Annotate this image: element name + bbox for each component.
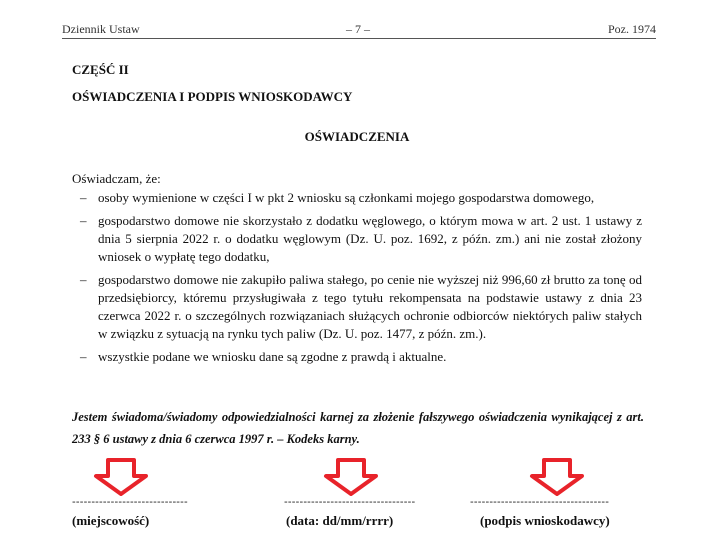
place-signature-line: ------------------------------ xyxy=(72,496,188,508)
list-item xyxy=(72,271,642,343)
statements-list xyxy=(72,189,642,371)
arrow-down-icon xyxy=(320,456,382,498)
header-divider xyxy=(62,38,656,39)
list-item xyxy=(72,212,642,266)
signature-label: (podpis wnioskodawcy) xyxy=(480,513,610,528)
dash-marker: – xyxy=(80,213,87,228)
list-item-text: gospodarstwo domowe nie zakupiło paliwa stałego, po cenie nie wyższej niż 996,60 zł brutto za tonę od przedsiębiorcy, któremu przysługiwała z tego tytułu rekompensata na podstawie ustawy z dnia 23 czerwca 2022 r. o szczególnych rozwiązaniach służących ochronie odbiorców niektórych paliw stałych w związku z sytuacją na rynku tych paliw (Dz. U. poz. 1477, z późn. zm.). xyxy=(98,272,642,341)
list-item xyxy=(72,348,642,366)
dash-marker: – xyxy=(80,349,87,364)
list-item xyxy=(72,189,642,207)
dash-marker: – xyxy=(80,272,87,287)
sign-signature-line: ------------------------------------ xyxy=(470,496,610,508)
statements-title: OŚWIADCZENIA xyxy=(304,129,410,144)
arrow-down-icon xyxy=(526,456,588,498)
page-header xyxy=(62,22,656,38)
date-label: (data: dd/mm/rrrr) xyxy=(286,513,394,528)
place-label: (miejscowość) xyxy=(72,513,150,528)
date-signature-line: ---------------------------------- xyxy=(284,496,416,508)
dash-marker: – xyxy=(80,190,87,205)
intro-text: Oświadczam, że: xyxy=(72,171,161,186)
section-title: OŚWIADCZENIA I PODPIS WNIOSKODAWCY xyxy=(72,89,353,104)
list-item-text: osoby wymienione w części I w pkt 2 wniosku są członkami mojego gospodarstwa domowego, xyxy=(98,190,595,205)
list-item-text: wszystkie podane we wniosku dane są zgodne z prawdą i aktualne. xyxy=(98,349,447,364)
part-title: CZĘŚĆ II xyxy=(72,62,129,77)
liability-statement: Jestem świadoma/świadomy odpowiedzialności karnej za złożenie fałszywego oświadczenia wynikającej z art. 233 § 6 ustawy z dnia 6 czerwca 1997 r. – Kodeks karny. xyxy=(72,410,644,446)
page-number: – 7 – xyxy=(346,22,370,36)
arrow-down-icon xyxy=(90,456,152,498)
list-item-text: gospodarstwo domowe nie skorzystało z dodatku węglowego, o którym mowa w art. 2 ust. 1 ustawy z dnia 5 sierpnia 2022 r. o dodatku węglowym (Dz. U. poz. 1692, z późn. zm.) ani nie został złożony wniosek o wypłatę tego dodatku, xyxy=(98,213,642,264)
position-number: Poz. 1974 xyxy=(608,22,656,36)
journal-name: Dziennik Ustaw xyxy=(62,22,140,36)
